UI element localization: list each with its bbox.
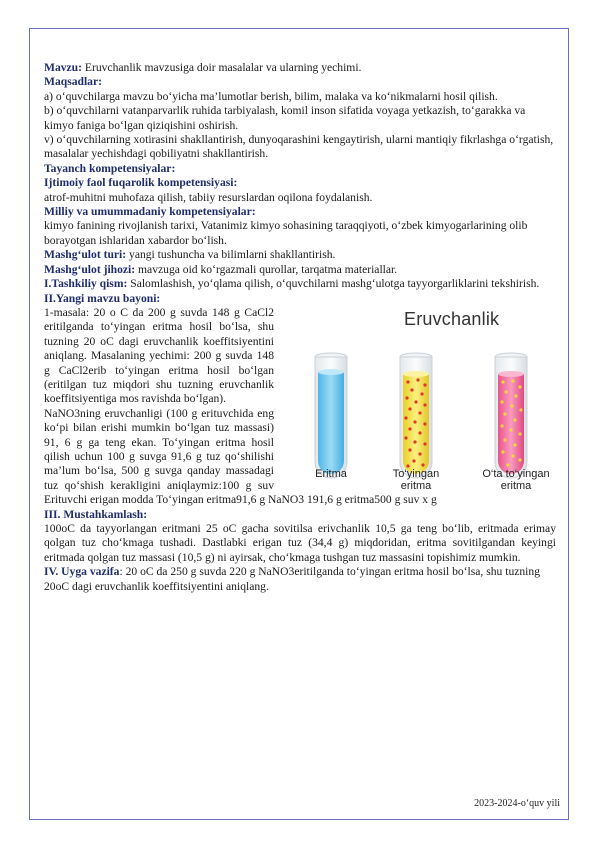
footer-year: 2023-2024-o‘quv yili <box>474 798 560 809</box>
goal-b: b) o‘quvchilarni vatanparvarlik ruhida tarbiyalash, komil inson sifatida voyaga yetkazish, to‘garakka va kimyo faniga bo‘lgan qiziqishini oshirish. <box>44 104 526 132</box>
figure-title: Eruvchanlik <box>404 308 500 329</box>
organizational-label: I.Tashkiliy qism: <box>44 277 128 291</box>
label-supersaturated <box>474 468 558 492</box>
lesson-equipment-text: mavzuga oid ko‘rgazmali qurollar, tarqatma materiallar. <box>135 262 398 276</box>
cultural-competency-heading: Milliy va umummadaniy kompetensiyalar: <box>44 205 256 219</box>
tube-solution <box>315 353 347 478</box>
label-saturated-line2: eritma <box>400 479 432 492</box>
topic-text: Eruvchanlik mavzusiga doir masalalar va ularning yechimi. <box>82 61 362 74</box>
cultural-competency-text: kimyo fanining rivojlanish tarixi, Vatanimiz kimyo sohasining taraqqiyoti, o‘zbek kimyogarlarining olib borayotgan ishlaridan xabardor bo‘lish. <box>44 219 528 247</box>
tube-supersaturated-solution <box>495 353 527 478</box>
goal-v: v) o‘quvchilarning xotirasini shakllantirish, dunyoqarashini kengaytirish, ularni mantiqiy fikrlashga o‘rgatish, masalalar yechishdagi qobiliyatni shakllantirish. <box>44 133 554 161</box>
test-tubes-illustration <box>284 310 564 493</box>
label-supersaturated-line1: O‘ta to‘yingan <box>482 467 550 480</box>
reinforcement-text: 100oC da tayyorlangan eritmani 25 oC gacha sovitilsa erivchanlik 10,5 ga teng bo‘lib, eritmada erimay qolgan tuz cho‘kmaga tushadi. Dastlabki erigan tuz (34,4 g) miqdoridan, eritma sovitilgandan keyingi eritmada qolgan tuz massasi (10,5 g) ni ayirsak, cho‘kmaga tushgan tuz massasini topishimiz mumkin. <box>44 522 556 564</box>
label-solution: Eritma <box>315 467 347 480</box>
problem-1: 1-masala: 20 o C da 200 g suvda 148 g CaCl2 eritilganda to‘yingan eritma hosil bo‘lsa, shu tuzning 20 oC dagi eruvchanlik koeffitsiyentini aniqlang. Masalaning yechimi: 200 g suvda 148 g CaCl2erib to‘yingan eritma hosil bo‘lgan (eritilgan tuz miqdori shu tuzning eruvchanlik koeffitsiyentiga mos ravishda bo‘lgan). <box>44 305 274 406</box>
lesson-type-label: Mashg‘ulot turi: <box>44 248 127 262</box>
solubility-figure <box>284 310 564 493</box>
topic-label: Mavzu: <box>44 61 82 74</box>
lesson-equipment-label: Mashg‘ulot jihozi: <box>44 262 136 276</box>
organizational-part <box>44 277 556 291</box>
label-saturated-line1: To‘yingan <box>392 467 440 480</box>
civic-competency-text: atrof-muhitni muhofaza qilish, tabiiy resurslardan oqilona foydalanish. <box>44 190 373 204</box>
topic-line <box>44 61 556 75</box>
goals-heading: Maqsadlar: <box>44 75 102 89</box>
document-body <box>44 61 556 594</box>
lesson-equipment-line <box>44 263 556 277</box>
label-saturated <box>386 468 446 492</box>
new-topic-heading: II.Yangi mavzu bayoni: <box>44 291 161 305</box>
organizational-text: Salomlashish, yo‘qlama qilish, o‘quvchilarni mashg‘ulotga tayyorgarliklarini tekshirish. <box>127 277 540 291</box>
tube-saturated-solution <box>400 353 432 478</box>
lesson-type-line <box>44 248 556 262</box>
homework-label: IV. Uyga vazifa <box>44 565 120 579</box>
reinforcement-heading: III. Mustahkamlash: <box>44 507 148 521</box>
problem-nano3: NaNO3ning eruvchanligi (100 g erituvchida eng ko‘pi bilan erishi mumkin bo‘lgan tuz massasi) 91, 6 g ga teng ekan. To‘yingan eritma hosil qilish uchun 100 g suvga 91,6 g tuz qo‘shilishi ma’lum bo‘lsa, 500 g suvga qanday massadagi tuz qo‘shish kerakligini aniqlaymiz:100 g suv Erituvchi erigan modda To‘yingan eritma91,6 g NaNO3 191,6 g eritma500 g suv x g <box>44 406 437 507</box>
homework-line <box>44 565 556 594</box>
lesson-type-text: yangi tushuncha va bilimlarni shakllantirish. <box>126 248 336 262</box>
core-competencies-heading: Tayanch kompetensiyalar: <box>44 161 176 175</box>
label-supersaturated-line2: eritma <box>500 479 532 492</box>
goal-a: a) o‘quvchilarga mavzu bo‘yicha ma’lumotlar berish, bilim, malaka va ko‘nikmalarni hosil qilish. <box>44 89 498 103</box>
civic-competency-heading: Ijtimoiy faol fuqarolik kompetensiyasi: <box>44 176 238 190</box>
homework-text: : 20 oC da 250 g suvda 220 g NaNO3eritilganda to‘yingan eritma hosil bo‘lsa, shu tuzning 20oC dagi eruvchanlik koeffitsiyentini aniqlang. <box>44 565 540 593</box>
